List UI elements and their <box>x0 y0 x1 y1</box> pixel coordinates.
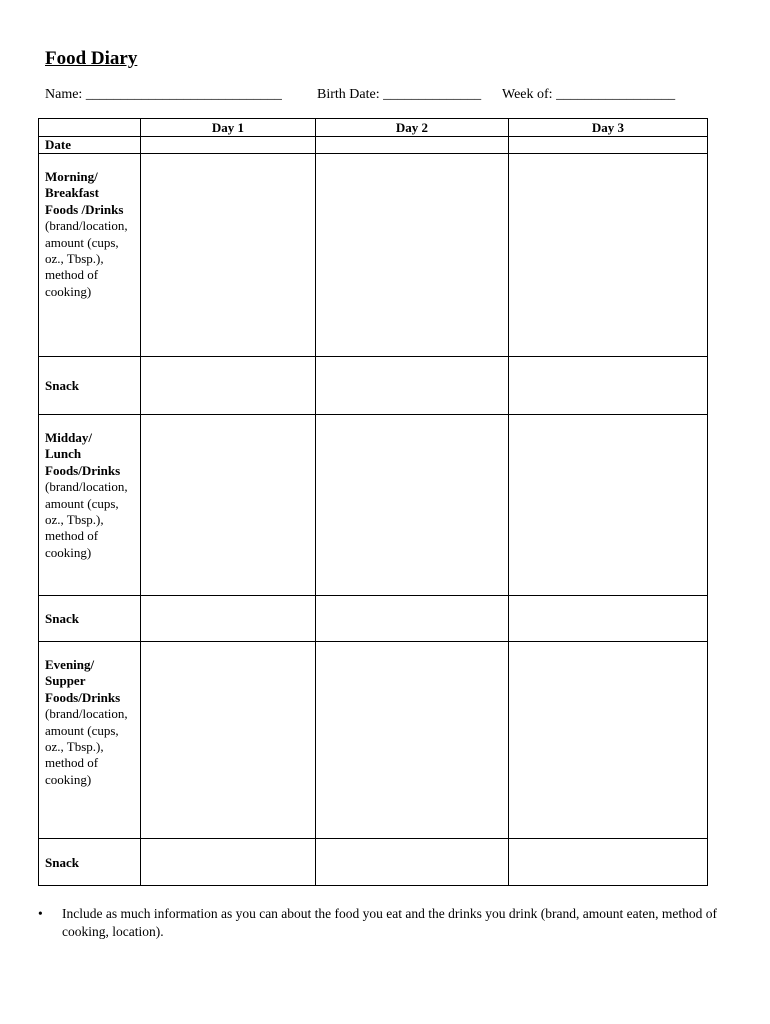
food-diary-table <box>38 118 708 886</box>
lunch-cell-day-1[interactable] <box>141 415 316 596</box>
snack-3-cell-day-1[interactable] <box>141 839 316 886</box>
snack-1-cell-day-3[interactable] <box>509 357 708 415</box>
bullet-icon: • <box>38 906 43 921</box>
snack-1-cell-day-1[interactable] <box>141 357 316 415</box>
breakfast-cell-day-1[interactable] <box>141 154 316 357</box>
snack-2-cell-day-2[interactable] <box>316 596 509 642</box>
birth-date-field[interactable]: Birth Date: ______________ <box>317 87 482 102</box>
supper-cell-day-2[interactable] <box>316 642 509 839</box>
week-of-field[interactable]: Week of: _________________ <box>502 87 676 102</box>
date-row <box>39 137 708 154</box>
snack-label-2: Snack <box>39 596 141 642</box>
snack-row-1 <box>39 357 708 415</box>
supper-cell-day-1[interactable] <box>141 642 316 839</box>
lunch-row <box>39 415 708 596</box>
supper-cell-day-3[interactable] <box>509 642 708 839</box>
day-1-header: Day 1 <box>141 119 316 137</box>
lunch-cell-day-3[interactable] <box>509 415 708 596</box>
snack-2-cell-day-3[interactable] <box>509 596 708 642</box>
day-3-header: Day 3 <box>509 119 708 137</box>
breakfast-label: Morning/ Breakfast Foods /Drinks (brand/location, amount (cups, oz., Tbsp.), method of cooking) <box>39 154 141 357</box>
day-2-header: Day 2 <box>316 119 509 137</box>
snack-3-cell-day-2[interactable] <box>316 839 509 886</box>
date-cell-day-3[interactable] <box>509 137 708 154</box>
snack-row-3 <box>39 839 708 886</box>
page-title: Food Diary <box>45 48 138 69</box>
date-label: Date <box>39 137 141 154</box>
instruction-text: Include as much information as you can about the food you eat and the drinks you drink (brand, amount eaten, method of cooking, location). <box>62 906 717 939</box>
date-cell-day-2[interactable] <box>316 137 509 154</box>
name-field[interactable]: Name: ____________________________ <box>45 87 282 102</box>
day-header-row <box>39 119 708 137</box>
snack-1-cell-day-2[interactable] <box>316 357 509 415</box>
supper-label: Evening/ Supper Foods/Drinks (brand/location, amount (cups, oz., Tbsp.), method of cooking) <box>39 642 141 839</box>
snack-2-cell-day-1[interactable] <box>141 596 316 642</box>
lunch-cell-day-2[interactable] <box>316 415 509 596</box>
instruction-note <box>38 905 728 941</box>
snack-3-cell-day-3[interactable] <box>509 839 708 886</box>
lunch-label: Midday/ Lunch Foods/Drinks (brand/location, amount (cups, oz., Tbsp.), method of cooking) <box>39 415 141 596</box>
supper-row <box>39 642 708 839</box>
snack-row-2 <box>39 596 708 642</box>
date-cell-day-1[interactable] <box>141 137 316 154</box>
snack-label-1: Snack <box>39 357 141 415</box>
breakfast-cell-day-3[interactable] <box>509 154 708 357</box>
breakfast-cell-day-2[interactable] <box>316 154 509 357</box>
snack-label-3: Snack <box>39 839 141 886</box>
corner-cell <box>39 119 141 137</box>
breakfast-row <box>39 154 708 357</box>
